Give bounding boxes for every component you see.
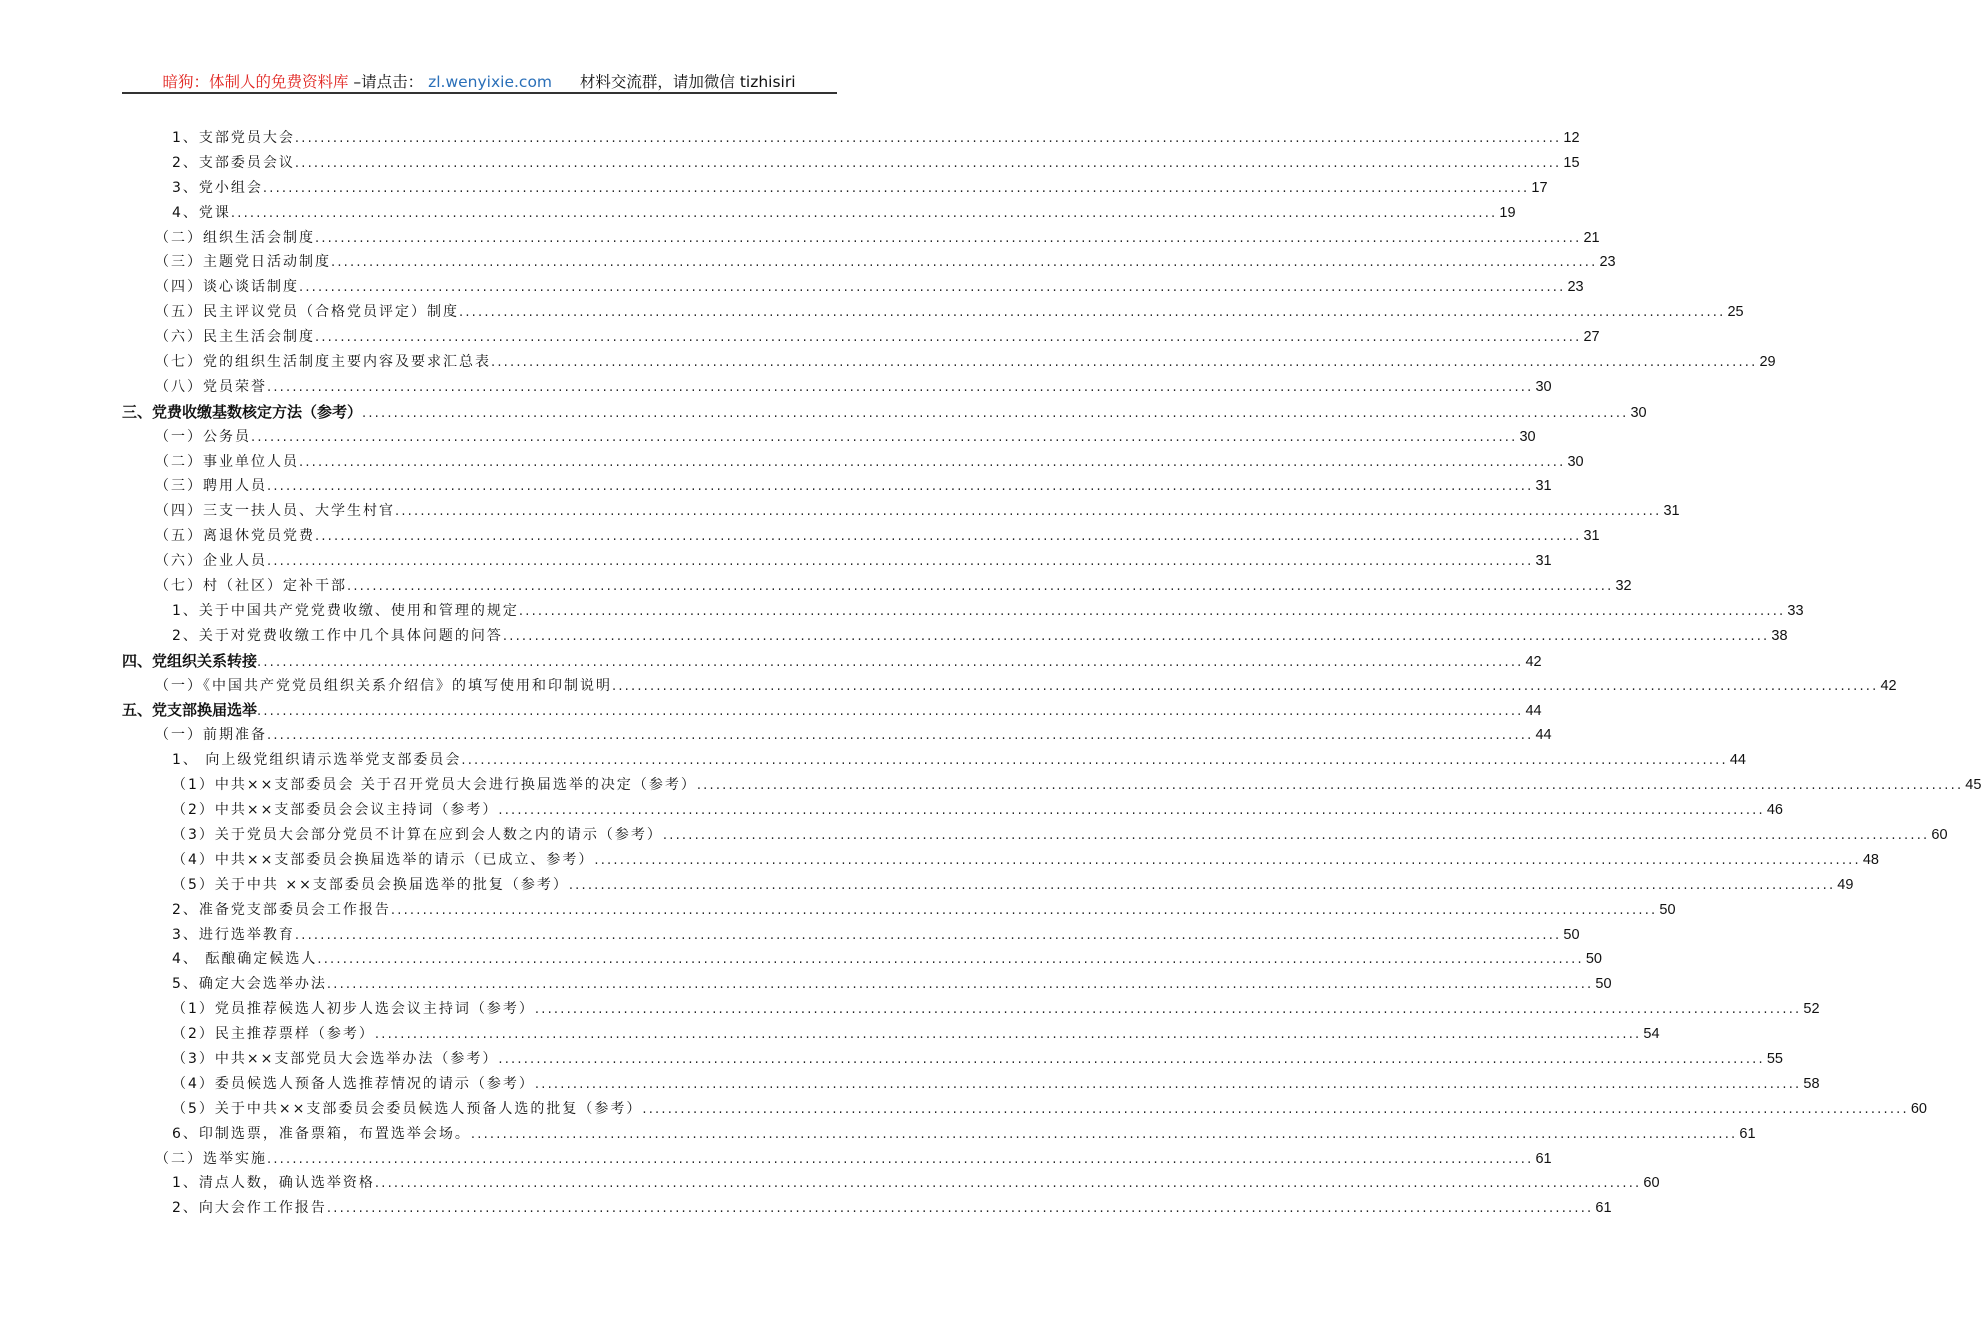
toc-dot-leader: ........................................................................................................................................................................................................ (390, 902, 1658, 918)
toc-entry[interactable] (122, 127, 1580, 152)
toc-entry-page: 49 (1837, 876, 1854, 893)
toc-entry-title: （六）民主生活会制度 (155, 329, 315, 346)
toc-entry[interactable] (122, 276, 1584, 301)
toc-entry[interactable] (122, 849, 1879, 874)
toc-entry[interactable] (122, 177, 1548, 202)
toc-entry[interactable] (122, 1123, 1756, 1148)
toc-dot-leader: ........................................................................................................................................................................................................ (294, 131, 1562, 146)
toc-entry[interactable] (122, 351, 1776, 376)
toc-entry[interactable] (122, 824, 1948, 849)
toc-entry-title: （2）中共××支部委员会会议主持词（参考） (172, 802, 499, 819)
toc-dot-leader: ........................................................................................................................................................................................................ (518, 603, 1786, 619)
toc-entry-page: 30 (1630, 404, 1647, 421)
toc-entry-title: 6、印制选票，准备票箱，布置选举会场。 (172, 1125, 471, 1142)
toc-entry[interactable] (122, 500, 1680, 525)
toc-entry-page: 60 (1643, 1175, 1660, 1192)
toc-entry-page: 30 (1535, 378, 1552, 395)
toc-entry-title: （4）委员候选人预备人选推荐情况的请示（参考） (172, 1075, 535, 1092)
toc-dot-leader: ........................................................................................................................................................................................................ (461, 753, 1728, 769)
toc-entry-title: 2、支部委员会议 (172, 154, 295, 171)
toc-entry-title: （七）党的组织生活制度主要内容及要求汇总表 (155, 354, 491, 371)
toc-entry-page: 33 (1787, 602, 1804, 619)
toc-dot-leader: ........................................................................................................................................................................................................ (315, 230, 1582, 246)
toc-entry[interactable] (122, 376, 1552, 401)
toc-entry-page: 44 (1525, 703, 1542, 720)
toc-entry-page: 60 (1910, 1100, 1927, 1117)
toc-dot-leader: ........................................................................................................................................................................................................ (257, 654, 1524, 670)
header-site-name: 暗狗：体制人的免费资料库 (162, 73, 349, 91)
toc-entry-title: 5、确定大会选举办法 (172, 976, 327, 993)
toc-entry[interactable] (122, 699, 1542, 724)
toc-entry[interactable] (122, 401, 1647, 426)
toc-entry[interactable] (122, 525, 1600, 550)
toc-entry-title: （一）《中国共产党党员组织关系介绍信》的填写使用和印制说明 (155, 677, 612, 694)
toc-entry-page: 25 (1727, 304, 1744, 321)
toc-entry-page: 30 (1567, 453, 1584, 470)
toc-dot-leader: ........................................................................................................................................................................................................ (696, 778, 1964, 794)
toc-entry-title: （三）聘用人员 (155, 478, 267, 495)
toc-entry[interactable] (122, 575, 1632, 600)
toc-dot-leader: ........................................................................................................................................................................................................ (267, 1151, 1534, 1167)
toc-entry-page: 61 (1595, 1200, 1612, 1217)
header-link[interactable]: zl.wenyixie.com (428, 73, 553, 91)
toc-entry-page: 54 (1643, 1026, 1660, 1043)
toc-entry-title: 五、党支部换届选举 (122, 701, 258, 720)
toc-dot-leader: ........................................................................................................................................................................................................ (299, 280, 1566, 296)
toc-entry[interactable] (122, 550, 1552, 575)
toc-entry-title: 2、准备党支部委员会工作报告 (172, 901, 391, 918)
toc-entry-title: 2、向大会作工作报告 (172, 1200, 327, 1217)
toc-entry-title: （八）党员荣誉 (155, 378, 267, 395)
toc-entry[interactable] (122, 227, 1600, 252)
toc-entry[interactable] (122, 1073, 1820, 1098)
toc-entry-title: 四、党组织关系转接 (122, 651, 258, 670)
toc-entry-page: 23 (1599, 254, 1616, 271)
toc-entry-page: 61 (1739, 1125, 1756, 1142)
toc-entry-title: （六）企业人员 (155, 553, 267, 570)
toc-entry-title: 2、关于对党费收缴工作中几个具体问题的问答 (172, 627, 503, 644)
toc-entry-page: 31 (1663, 503, 1680, 520)
toc-entry-title: 1、支部党员大会 (172, 130, 295, 146)
toc-entry[interactable] (122, 1098, 1927, 1123)
toc-dot-leader: ........................................................................................................................................................................................................ (315, 529, 1582, 545)
toc-entry[interactable] (122, 202, 1516, 227)
toc-dot-leader: ........................................................................................................................................................................................................ (267, 728, 1534, 744)
toc-entry[interactable] (122, 251, 1616, 276)
toc-entry-page: 46 (1766, 802, 1783, 819)
toc-entry-title: （二）组织生活会制度 (155, 229, 315, 246)
header-click-prompt: –请点击： (353, 73, 424, 91)
toc-entry[interactable] (122, 724, 1552, 749)
toc-entry-title: 4、 酝酿确定候选人 (172, 951, 318, 968)
toc-entry[interactable] (122, 1023, 1660, 1048)
toc-entry[interactable] (122, 475, 1552, 500)
toc-dot-leader: ........................................................................................................................................................................................................ (362, 405, 1629, 421)
toc-entry[interactable] (122, 924, 1580, 949)
toc-entry-page: 52 (1803, 1001, 1820, 1018)
toc-entry[interactable] (122, 600, 1804, 625)
toc-dot-leader: ........................................................................................................................................................................................................ (594, 852, 1861, 868)
toc-entry[interactable] (122, 948, 1602, 973)
toc-dot-leader: ........................................................................................................................................................................................................ (347, 579, 1614, 595)
toc-entry-title: 三、党费收缴基数核定方法（参考） (122, 402, 363, 421)
toc-dot-leader: ........................................................................................................................................................................................................ (395, 504, 1662, 520)
toc-entry-page: 31 (1535, 553, 1552, 570)
toc-entry-page: 23 (1567, 279, 1584, 296)
toc-entry[interactable] (122, 1197, 1612, 1222)
toc-dot-leader: ........................................................................................................................................................................................................ (251, 429, 1518, 445)
toc-entry-page: 27 (1583, 329, 1600, 346)
toc-entry-title: 1、 向上级党组织请示选举党支部委员会 (172, 752, 462, 769)
toc-entry-page: 32 (1615, 578, 1632, 595)
toc-entry-title: （5）关于中共 ××支部委员会换届选举的批复（参考） (172, 876, 569, 893)
toc-entry[interactable] (122, 301, 1744, 326)
toc-entry[interactable] (122, 998, 1820, 1023)
toc-dot-leader: ........................................................................................................................................................................................................ (498, 803, 1765, 819)
toc-dot-leader: ........................................................................................................................................................................................................ (315, 330, 1582, 346)
toc-dot-leader: ........................................................................................................................................................................................................ (470, 1126, 1738, 1142)
toc-dot-leader: ........................................................................................................................................................................................................ (534, 1002, 1802, 1018)
toc-dot-leader: ........................................................................................................................................................................................................ (612, 678, 1879, 694)
toc-entry-page: 60 (1931, 826, 1948, 843)
toc-entry-title: （五）离退休党员党费 (155, 528, 315, 545)
toc-dot-leader: ........................................................................................................................................................................................................ (502, 628, 1770, 644)
toc-dot-leader: ........................................................................................................................................................................................................ (262, 180, 1530, 196)
toc-entry-page: 31 (1583, 528, 1600, 545)
toc-entry[interactable] (122, 973, 1612, 998)
toc-entry[interactable] (122, 451, 1584, 476)
toc-entry[interactable] (122, 749, 1746, 774)
toc-entry[interactable] (122, 899, 1676, 924)
toc-entry-title: （3）关于党员大会部分党员不计算在应到会人数之内的请示（参考） (172, 826, 663, 843)
toc-entry[interactable] (122, 799, 1783, 824)
toc-entry[interactable] (122, 326, 1600, 351)
header-rule (122, 92, 837, 94)
toc-entry-page: 38 (1771, 627, 1788, 644)
toc-entry-title: （1）党员推荐候选人初步人选会议主持词（参考） (172, 1001, 535, 1018)
toc-entry-title: 1、清点人数，确认选举资格 (172, 1175, 375, 1192)
toc-entry-title: （四）谈心谈话制度 (155, 279, 299, 296)
toc-entry-page: 58 (1803, 1075, 1820, 1092)
toc-dot-leader: ........................................................................................................................................................................................................ (257, 704, 1524, 720)
toc-entry-page: 15 (1563, 154, 1580, 171)
toc-entry-title: （四）三支一扶人员、大学生村官 (155, 503, 395, 520)
table-of-contents (122, 127, 1981, 1222)
toc-dot-leader: ........................................................................................................................................................................................................ (568, 877, 1836, 893)
toc-entry[interactable] (122, 1048, 1783, 1073)
toc-entry-page: 42 (1525, 653, 1542, 670)
toc-entry-title: （4）中共××支部委员会换届选举的请示（已成立、参考） (172, 851, 595, 868)
toc-dot-leader: ........................................................................................................................................................................................................ (331, 255, 1598, 271)
toc-entry-page: 61 (1535, 1150, 1552, 1167)
toc-dot-leader: ........................................................................................................................................................................................................ (374, 1176, 1642, 1192)
toc-dot-leader: ........................................................................................................................................................................................................ (317, 952, 1584, 968)
toc-entry-title: 3、进行选举教育 (172, 926, 295, 943)
toc-dot-leader: ........................................................................................................................................................................................................ (294, 927, 1562, 943)
toc-entry-page: 31 (1535, 478, 1552, 495)
toc-entry-page: 50 (1659, 901, 1676, 918)
toc-entry-page: 30 (1519, 428, 1536, 445)
toc-entry-title: （五）民主评议党员（合格党员评定）制度 (155, 304, 459, 321)
toc-entry-page: 45 (1965, 777, 1981, 794)
toc-dot-leader: ........................................................................................................................................................................................................ (374, 1027, 1642, 1043)
toc-entry-page: 29 (1759, 354, 1776, 371)
toc-entry[interactable] (122, 426, 1536, 451)
toc-entry-title: （一）公务员 (155, 428, 251, 445)
toc-dot-leader: ........................................................................................................................................................................................................ (534, 1076, 1802, 1092)
toc-entry[interactable] (122, 874, 1854, 899)
toc-dot-leader: ........................................................................................................................................................................................................ (326, 977, 1594, 993)
toc-entry-page: 55 (1766, 1050, 1783, 1067)
toc-entry-page: 44 (1729, 752, 1746, 769)
toc-dot-leader: ........................................................................................................................................................................................................ (498, 1051, 1765, 1067)
header-wechat-note: 材料交流群，请加微信 tizhisiri (579, 73, 796, 91)
page-header (122, 70, 836, 92)
toc-entry[interactable] (122, 650, 1542, 675)
toc-dot-leader: ........................................................................................................................................................................................................ (267, 554, 1534, 570)
toc-entry-page: 48 (1862, 851, 1879, 868)
toc-dot-leader: ........................................................................................................................................................................................................ (230, 205, 1498, 221)
toc-entry-title: 4、党课 (172, 204, 231, 221)
toc-entry-page: 44 (1535, 727, 1552, 744)
toc-entry[interactable] (122, 675, 1897, 700)
toc-entry-title: （二）选举实施 (155, 1150, 267, 1167)
toc-dot-leader: ........................................................................................................................................................................................................ (491, 355, 1758, 371)
toc-dot-leader: ........................................................................................................................................................................................................ (299, 454, 1566, 470)
toc-entry-title: （1）中共××支部委员会 关于召开党员大会进行换届选举的决定（参考） (172, 777, 697, 794)
toc-dot-leader: ........................................................................................................................................................................................................ (267, 379, 1534, 395)
toc-entry[interactable] (122, 625, 1788, 650)
toc-dot-leader: ........................................................................................................................................................................................................ (642, 1101, 1909, 1117)
toc-entry[interactable] (122, 1148, 1552, 1173)
toc-entry[interactable] (122, 1172, 1660, 1197)
toc-entry-title: 1、关于中国共产党党费收缴、使用和管理的规定 (172, 602, 519, 619)
toc-entry-title: 3、党小组会 (172, 179, 263, 196)
toc-entry-title: （一）前期准备 (155, 727, 267, 744)
toc-dot-leader: ........................................................................................................................................................................................................ (662, 827, 1930, 843)
toc-entry-page: 12 (1563, 130, 1580, 146)
toc-entry-page: 50 (1585, 951, 1602, 968)
toc-dot-leader: ........................................................................................................................................................................................................ (459, 305, 1726, 321)
toc-entry-page: 50 (1563, 926, 1580, 943)
toc-entry-title: （3）中共××支部党员大会选举办法（参考） (172, 1050, 499, 1067)
toc-dot-leader: ........................................................................................................................................................................................................ (326, 1201, 1594, 1217)
toc-entry-page: 19 (1499, 204, 1516, 221)
toc-dot-leader: ........................................................................................................................................................................................................ (267, 479, 1534, 495)
toc-entry[interactable] (122, 152, 1580, 177)
toc-entry-title: （5）关于中共××支部委员会委员候选人预备人选的批复（参考） (172, 1100, 643, 1117)
toc-entry-title: （三）主题党日活动制度 (155, 254, 331, 271)
toc-entry-page: 42 (1880, 677, 1897, 694)
toc-entry-page: 21 (1583, 229, 1600, 246)
toc-entry-page: 50 (1595, 976, 1612, 993)
toc-entry-title: （七）村（社区）定补干部 (155, 578, 347, 595)
toc-dot-leader: ........................................................................................................................................................................................................ (294, 155, 1562, 171)
toc-entry-title: （2）民主推荐票样（参考） (172, 1026, 375, 1043)
toc-entry-page: 17 (1531, 179, 1548, 196)
toc-entry-title: （二）事业单位人员 (155, 453, 299, 470)
toc-entry[interactable] (122, 774, 1981, 799)
